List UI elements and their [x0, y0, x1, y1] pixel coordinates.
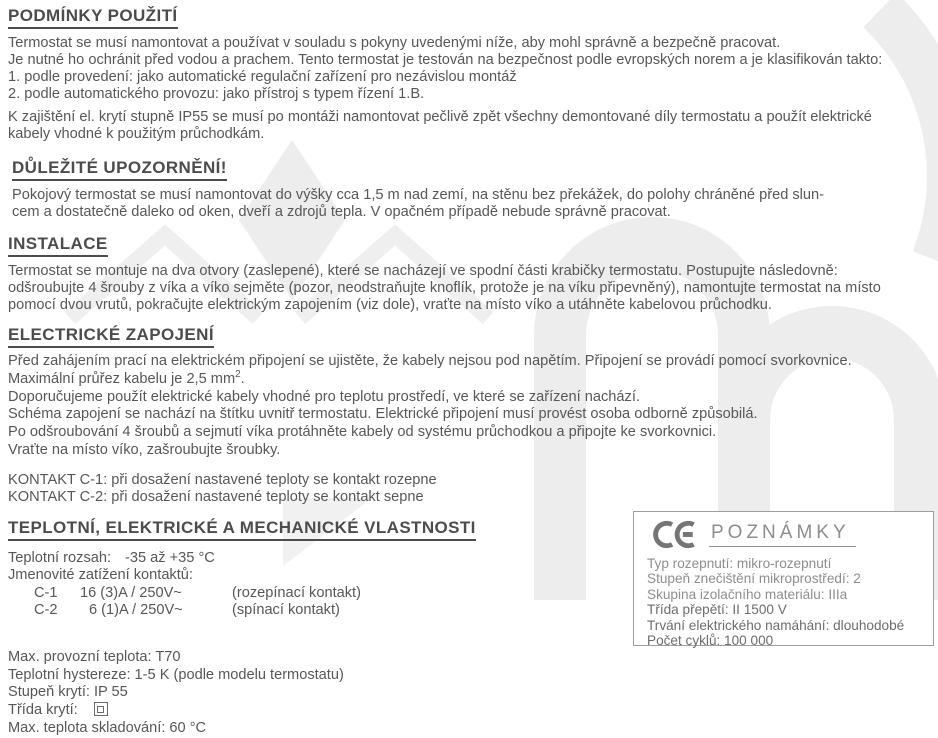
contact-rating: 16 (3)A / 250V~ — [80, 584, 182, 601]
text-line: Před zahájením prací na elektrickém připojení se ujistěte, že kabely nejsou pod napětím. Připojení se provádí pomocí svorkovnice. — [8, 353, 852, 369]
paragraph-warning — [8, 187, 934, 221]
property-label: Teplotní rozsah: — [8, 549, 112, 566]
contact-rating: 6 (1)A / 250V~ — [89, 602, 183, 619]
poznamky-title: POZNÁMKY — [709, 522, 856, 547]
text-line: pomocí dvou vrutů, pokračujte elektrickým zapojením (viz dole), vraťte na místo víko a utáhněte kabelovou průchodku. — [8, 297, 772, 313]
text-line: odšroubujte 4 šrouby z víka a víko sejměte (pozor, neodstraňujte knoflík, protože je na víku připevněný), namontujte termostat na místo — [8, 280, 881, 296]
section-heading-podminky-pouziti — [8, 6, 934, 29]
text-line: Max. provozní teplota: T70 — [8, 648, 181, 665]
text-line-cable-size — [8, 368, 934, 389]
property-value: -35 až +35 °C — [125, 549, 215, 566]
heading-text: INSTALACE — [8, 234, 108, 257]
note-line: Typ rozepnutí: mikro-rozepnutí — [647, 556, 832, 571]
section-heading-elektricke-zapojeni — [8, 325, 934, 348]
section-heading-instalace — [8, 234, 934, 257]
text-line: cem a dostatečně daleko od oken, dveří a zdrojů tepla. V opačném případě nebude správně pracovat. — [12, 204, 671, 220]
text-line-protection-class — [8, 702, 934, 720]
text-line: Vraťte na místo víko, zašroubujte šroubky. — [8, 441, 281, 458]
paragraph-limits — [8, 649, 934, 738]
text-line: Je nutné ho ochránit před vodou a prachem. Tento termostat je testován na bezpečnost podle evropských norem a je klasifikován takto: — [8, 52, 883, 68]
poznamky-body — [647, 556, 925, 648]
text-line: Stupeň krytí: IP 55 — [8, 684, 128, 701]
text-line: Teplotní hystereze: 1-5 K (podle modelu termostatu) — [8, 666, 344, 683]
text-line: Doporučujeme použít elektrické kabely vhodné pro teplotu prostředí, ve které se zařízení nachází. — [8, 388, 640, 405]
heading-text: ELECTRICKÉ ZAPOJENÍ — [8, 325, 214, 348]
text-line-kontakt-c2: KONTAKT C-2: při dosažení nastavené teploty se kontakt sepne — [8, 488, 424, 505]
heading-text: PODMÍNKY POUŽITÍ — [8, 6, 178, 29]
text-line: Termostat se montuje na dva otvory (zaslepené), které se nacházejí ve spodní části krabičky termostatu. Postupujte následovně: — [8, 263, 838, 279]
heading-text: DŮLEŽITÉ UPOZORNĚNÍ! — [12, 158, 227, 181]
text-line-rated-load: Jmenovité zatížení kontaktů: — [8, 567, 193, 584]
poznamky-header — [647, 520, 925, 549]
text-line: Pokojový termostat se musí namontovat do výšky cca 1,5 m nad zemí, na stěnu bez překážek, do polohy chráněné před slun- — [12, 187, 824, 203]
contact-name: C-1 — [34, 584, 58, 601]
note-line: Trvání elektrického namáhání: dlouhodobé — [647, 617, 905, 633]
text-line: Termostat se musí namontovat a používat v souladu s pokyny uvedenými níže, aby mohl správně a bezpečně pracovat. — [8, 35, 781, 51]
text-line-kontakt-c1: KONTAKT C-1: při dosažení nastavené teploty se kontakt rozepne — [8, 471, 437, 488]
text-line: Max. teplota skladování: 60 °C — [8, 719, 207, 736]
superscript: 2 — [235, 368, 241, 380]
list-item: 1. podle provedení: jako automatické regulační zařízení pro nezávislou montáž — [8, 69, 517, 85]
section-heading-dulezite-upozorneni — [8, 158, 934, 181]
note-line: Skupina izolačního materiálu: IIIa — [647, 586, 848, 602]
contact-type: (rozepínací kontakt) — [232, 584, 361, 601]
text-segment: Maximální průřez kabelu je 2,5 mm — [8, 370, 236, 387]
ce-mark-icon — [647, 520, 699, 549]
note-line: Stupeň znečištění mikroprostředí: 2 — [647, 571, 861, 587]
contact-type: (spínací kontakt) — [232, 602, 340, 619]
class-ii-inner-square — [97, 706, 104, 713]
paragraph-ip55 — [8, 109, 934, 143]
class-ii-insulation-icon — [94, 702, 108, 716]
note-line: Počet cyklů: 100 000 — [647, 633, 774, 649]
text-line: Schéma zapojení se nachází na štítku uvnitř termostatu. Elektrické připojení musí provést osoba odborně způsobilá. — [8, 406, 758, 423]
paragraph-installation — [8, 263, 934, 314]
text-segment: . — [240, 370, 245, 387]
contact-name: C-2 — [34, 602, 58, 619]
paragraph-contacts — [8, 472, 934, 506]
poznamky-box — [633, 511, 934, 649]
list-item: 2. podle automatického provozu: jako přístroj s typem řízení 1.B. — [8, 86, 425, 102]
text-line: K zajištění el. krytí stupně IP55 se musí po montáži namontovat pečlivě zpět všechny demontované díly termostatu a použít elektrické — [8, 109, 872, 125]
heading-text: TEPLOTNÍ, ELEKTRICKÉ A MECHANICKÉ VLASTNOSTI — [8, 518, 476, 541]
property-label: Třída krytí: — [8, 702, 78, 719]
paragraph-wiring — [8, 353, 934, 460]
text-line: kabely vhodné k použitým průchodkám. — [8, 126, 265, 142]
text-line: Po odšroubování 4 šroubů a sejmutí víka protáhněte kabely od systému průchodkou a připojte ke svorkovnici. — [8, 424, 717, 441]
note-line: Třída přepětí: II 1500 V — [647, 602, 787, 618]
paragraph-usage-intro — [8, 35, 934, 103]
